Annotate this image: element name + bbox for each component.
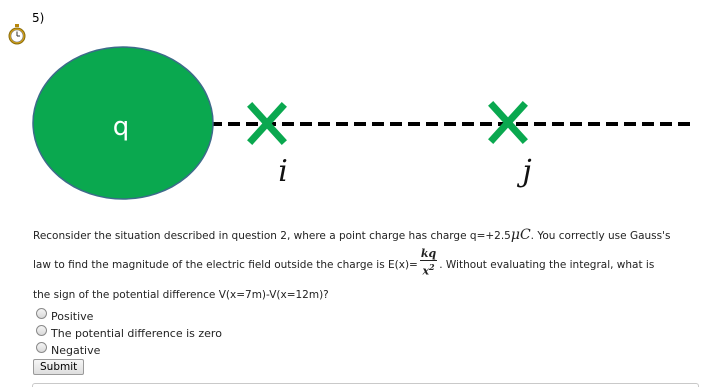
prompt-text-2b: . Without evaluating the integral, what is	[439, 259, 655, 271]
point-i-label: i	[278, 154, 288, 189]
field-formula	[420, 248, 437, 278]
prompt-text-2a: law to find the magnitude of the electric field outside the charge is E(x)=	[33, 259, 418, 271]
radio-positive[interactable]	[36, 308, 47, 319]
submit-button[interactable]: Submit	[33, 359, 84, 375]
formula-denominator: x	[422, 264, 430, 278]
radio-negative[interactable]	[36, 342, 47, 353]
option-positive[interactable]	[36, 308, 222, 325]
option-label: The potential difference is zero	[51, 327, 222, 340]
option-label: Positive	[51, 310, 94, 323]
question-number: 5)	[32, 11, 45, 25]
formula-exponent: 2	[429, 262, 435, 273]
point-j-label: j	[522, 154, 532, 189]
charge-label: q	[112, 112, 130, 142]
option-negative[interactable]	[36, 342, 222, 359]
next-panel-edge	[32, 383, 699, 387]
prompt-text-1a: Reconsider the situation described in question 2, where a point charge has charge q=+2.5	[33, 230, 511, 242]
option-label: Negative	[51, 344, 101, 357]
question-prompt	[33, 220, 703, 310]
radio-zero[interactable]	[36, 325, 47, 336]
prompt-text-3: the sign of the potential difference V(x=7m)-V(x=12m)?	[33, 289, 329, 301]
option-zero[interactable]	[36, 325, 222, 342]
formula-numerator: kq	[420, 247, 437, 261]
prompt-text-1b: . You correctly use Gauss's	[530, 230, 671, 242]
charge-unit: μC	[510, 227, 531, 243]
answer-options	[36, 308, 222, 359]
